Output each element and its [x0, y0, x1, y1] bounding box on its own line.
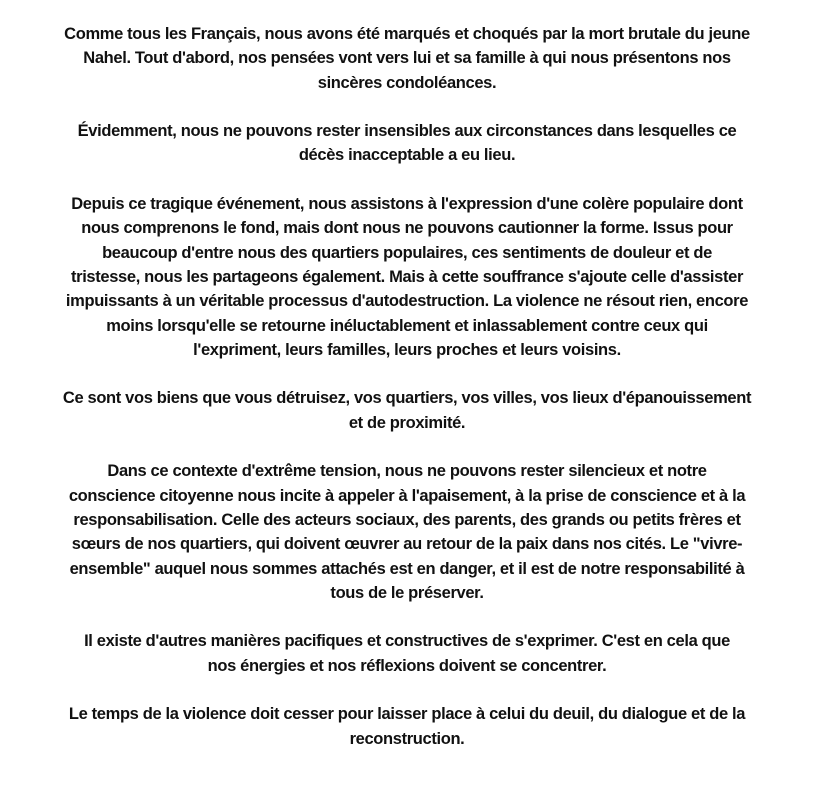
paragraph-line: Depuis ce tragique événement, nous assistons à l'expression d'une colère populaire dont — [71, 195, 743, 214]
paragraph-line: reconstruction. — [349, 729, 465, 748]
paragraph-line: nos énergies et nos réflexions doivent se concentrer. — [207, 656, 607, 675]
paragraph-other-ways — [34, 629, 780, 678]
paragraph-line: et de proximité. — [348, 413, 466, 432]
paragraph-line: Le temps de la violence doit cesser pour laisser place à celui du deuil, du dialogue et de la — [68, 705, 746, 724]
paragraph-line: moins lorsqu'elle se retourne inéluctablement et inlassablement contre ceux qui — [106, 316, 708, 335]
paragraph-line: Nahel. Tout d'abord, nos pensées vont vers lui et sa famille à qui nous présentons nos — [83, 49, 731, 68]
paragraph-circumstances — [34, 119, 780, 168]
paragraph-line: Évidemment, nous ne pouvons rester insensibles aux circonstances dans lesquelles ce — [77, 122, 737, 141]
paragraph-line: responsabilisation. Celle des acteurs sociaux, des parents, des grands ou petits frères et — [73, 510, 741, 529]
paragraph-line: décès inacceptable a eu lieu. — [298, 146, 516, 165]
paragraph-line: sincères condoléances. — [317, 73, 497, 92]
paragraph-line: nous comprenons le fond, mais dont nous ne pouvons cautionner la forme. Issus pour — [81, 219, 733, 238]
paragraph-line: Il existe d'autres manières pacifiques et constructives de s'exprimer. C'est en cela que — [84, 632, 730, 651]
paragraph-line: Ce sont vos biens que vous détruisez, vos quartiers, vos villes, vos lieux d'épanouissement — [62, 389, 752, 408]
paragraph-line: tous de le préserver. — [330, 583, 484, 602]
paragraph-line: Comme tous les Français, nous avons été marqués et choqués par la mort brutale du jeune — [64, 25, 750, 43]
paragraph-popular-anger — [34, 192, 780, 362]
paragraph-line: impuissants à un véritable processus d'autodestruction. La violence ne résout rien, encore — [65, 292, 749, 311]
paragraph-destruction — [34, 386, 780, 435]
paragraph-line: beaucoup d'entre nous des quartiers populaires, ces sentiments de douleur et de — [102, 243, 712, 262]
paragraph-line: ensemble" auquel nous sommes attachés est en danger, et il est de notre responsabilité à — [69, 559, 745, 578]
paragraph-line: tristesse, nous les partageons également. Mais à cette souffrance s'ajoute celle d'assister — [70, 267, 744, 286]
paragraph-line: l'expriment, leurs familles, leurs proches et leurs voisins. — [193, 340, 621, 359]
paragraph-line: conscience citoyenne nous incite à appeler à l'apaisement, à la prise de conscience et à la — [68, 486, 746, 505]
paragraph-condolences — [34, 22, 780, 95]
paragraph-line: sœurs de nos quartiers, qui doivent œuvrer au retour de la paix dans nos cités. Le "vivre- — [71, 535, 743, 554]
paragraph-appeasement — [34, 459, 780, 605]
paragraph-reconstruction — [34, 702, 780, 751]
paragraph-line: Dans ce contexte d'extrême tension, nous ne pouvons rester silencieux et notre — [107, 462, 707, 481]
